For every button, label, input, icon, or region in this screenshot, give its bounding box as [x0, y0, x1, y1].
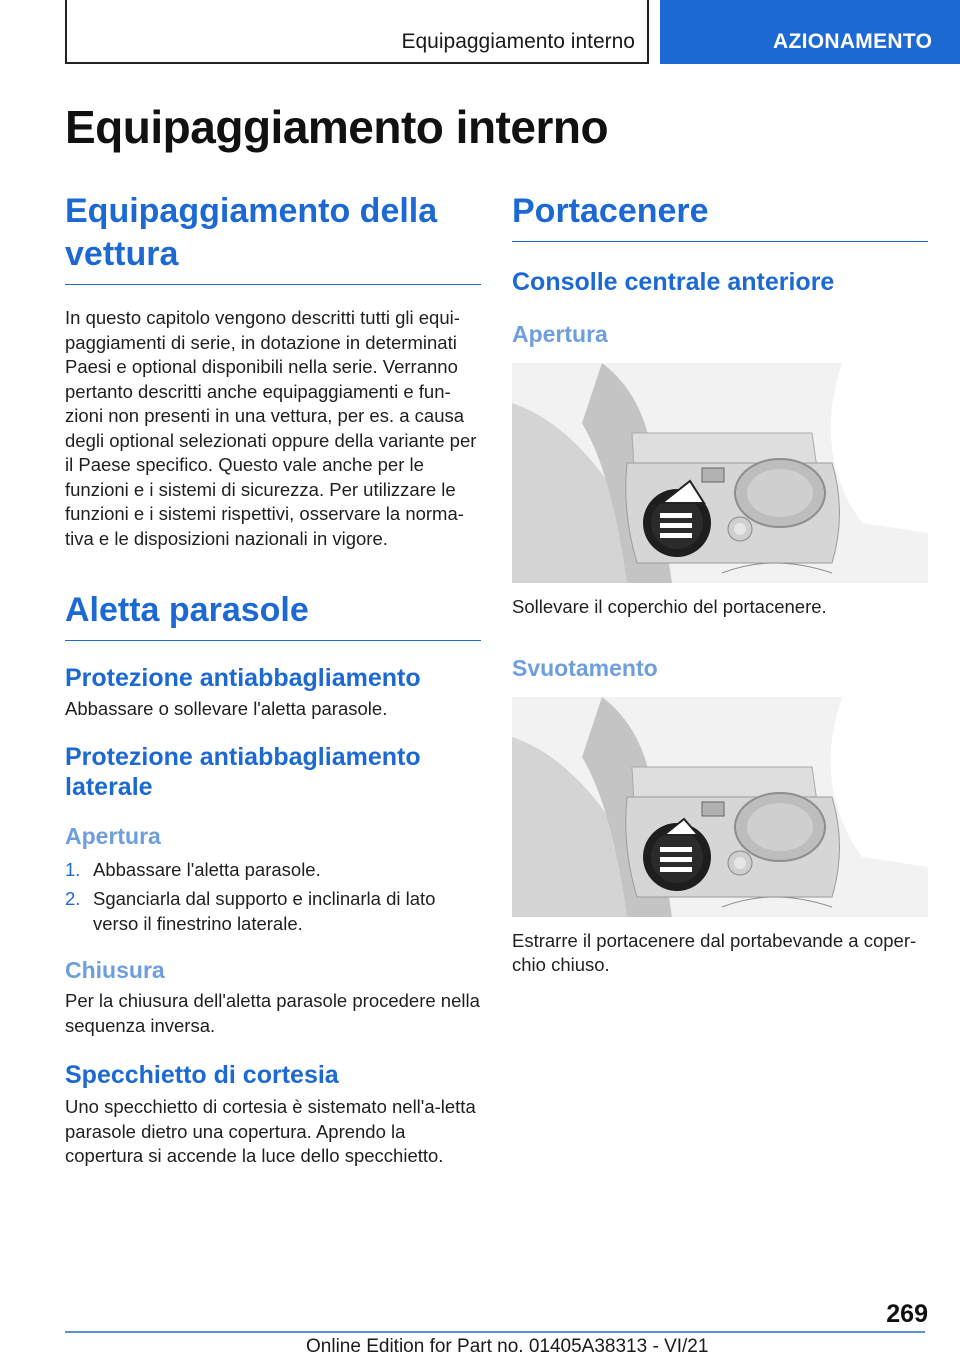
heading-vehicle-equipment: Equipaggiamento della vettura — [65, 190, 481, 285]
step-number: 2. — [65, 888, 81, 909]
footer-edition: Online Edition for Part no. 01405A38313 - VI/21 — [306, 1336, 709, 1357]
left-column — [65, 190, 481, 1169]
header-chapter-label: AZIONAMENTO — [773, 30, 933, 53]
ashtray-emptying-photo — [512, 697, 928, 917]
page-title: Equipaggiamento interno — [65, 101, 609, 153]
list-item — [65, 887, 481, 936]
vehicle-equipment-text: In questo capitolo vengono descritti tutti gli equi-paggiamenti di serie, in dotazione in determinati Paesi e optional disponibili nella serie. Verranno pertanto descritti anche equipaggiamenti e fun-zioni non presenti in una vettura, per es. a causa degli optional selezionati oppure della variante per il Paese specifico. Questo vale anche per le funzioni e i sistemi di sicurezza. Per utilizzare le funzioni e i sistemi rispettivi, osservare la norma-tiva e le disposizioni nazionali in vigore. — [65, 307, 477, 549]
page-number: 269 — [886, 1300, 928, 1328]
right-column — [512, 190, 928, 978]
header-section-tab — [65, 0, 649, 64]
header-chapter-tab[interactable] — [660, 0, 960, 64]
closing-text: Per la chiusura dell'aletta parasole procedere nella sequenza inversa. — [65, 990, 480, 1036]
heading-sun-visor: Aletta parasole — [65, 589, 481, 641]
step-text: Abbassare l'aletta parasole. — [93, 858, 321, 880]
heading-ashtray: Portacenere — [512, 190, 928, 242]
heading-vanity-mirror: Specchietto di cortesia — [65, 1061, 339, 1089]
step-number: 1. — [65, 858, 81, 880]
heading-opening: Apertura — [65, 822, 161, 849]
heading-closing: Chiusura — [65, 957, 165, 983]
footer-divider — [65, 1331, 925, 1333]
ashtray-emptying-caption: Estrarre il portacenere dal portabevande a coper-chio chiuso. — [512, 929, 917, 975]
heading-front-center-console: Consolle centrale anteriore — [512, 268, 835, 296]
list-item — [65, 858, 481, 883]
header-section-label: Equipaggiamento interno — [401, 30, 635, 53]
heading-glare-protection: Protezione antiabbagliamento — [65, 664, 421, 692]
heading-ashtray-opening: Apertura — [512, 321, 608, 347]
step-text: Sganciarla dal supporto e inclinarla di lato verso il finestrino laterale. — [93, 888, 436, 934]
ashtray-opening-photo — [512, 363, 928, 583]
ashtray-emptying-image — [512, 697, 928, 917]
ashtray-opening-image — [512, 363, 928, 583]
ashtray-opening-caption: Sollevare il coperchio del portacenere. — [512, 596, 827, 617]
vanity-mirror-text: Uno specchietto di cortesia è sistemato nell'a-letta parasole dietro una copertura. Aprendo la copertura si accende la luce dello specchietto. — [65, 1096, 476, 1166]
glare-protection-text: Abbassare o sollevare l'aletta parasole. — [65, 698, 388, 719]
heading-ashtray-emptying: Svuotamento — [512, 654, 658, 681]
opening-steps — [65, 858, 481, 937]
heading-side-glare-protection: Protezione antiabbagliamento laterale — [65, 742, 421, 801]
